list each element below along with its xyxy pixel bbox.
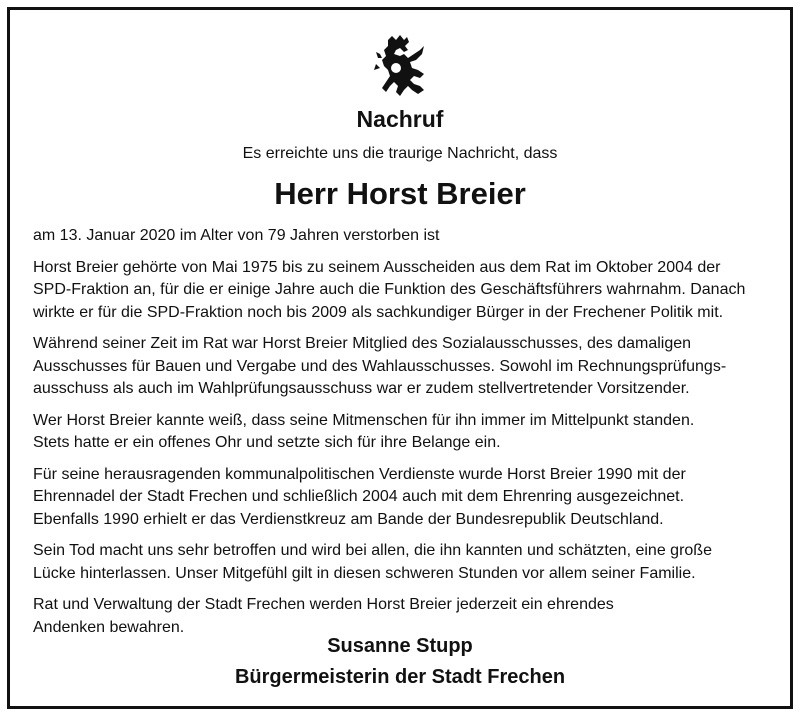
text-line: Andenken bewahren. (33, 618, 185, 636)
text-line: Ebenfalls 1990 erhielt er das Verdienstkreuz am Bande der Bundesrepublik Deutschland. (33, 510, 664, 528)
text-line: Stets hatte er ein offenes Ohr und setzte sich für ihre Belange ein. (33, 434, 501, 451)
text-line: Für seine herausragenden kommunalpolitischen Verdienste wurde Horst Breier 1990 mit der (33, 465, 686, 483)
text-line: wirkte er für die SPD-Fraktion noch bis 2009 als sachkundiger Bürger in der Frechener Politik mit. (33, 303, 724, 321)
announcement-intro: Es erreichte uns die traurige Nachricht, dass (242, 145, 558, 162)
lion-coat-of-arms-icon (374, 34, 430, 98)
text-line: Lücke hinterlassen. Unser Mitgefühl gilt in diesen schweren Stunden vor allem seiner Familie. (33, 564, 696, 582)
page-title: Nachruf (356, 106, 444, 132)
obituary-frame (7, 7, 793, 709)
text-line: Horst Breier gehörte von Mai 1975 bis zu seinem Ausscheiden aus dem Rat im Oktober 2004 der (33, 258, 721, 276)
text-line: Ehrennadel der Stadt Frechen und schließlich 2004 auch mit dem Ehrenring ausgezeichnet. (33, 488, 685, 505)
signatory-role: Bürgermeisterin der Stadt Frechen (234, 666, 566, 688)
deceased-name: Herr Horst Breier (274, 176, 526, 211)
text-line: Während seiner Zeit im Rat war Horst Breier Mitglied des Sozialausschusses, des damaligen (33, 335, 692, 352)
obituary-body (33, 225, 773, 648)
paragraph-condolences (33, 540, 773, 585)
paragraph-character (33, 410, 773, 455)
paragraph-honors (33, 464, 773, 532)
paragraph-committees (33, 333, 773, 401)
paragraph-remembrance (33, 594, 773, 639)
text-line: Sein Tod macht uns sehr betroffen und wird bei allen, die ihn kannten und schätzten, eine große (33, 542, 712, 559)
text-line: ausschuss als auch im Wahlprüfungsausschuss war er zudem stellvertretender Vorsitzender. (33, 380, 690, 397)
paragraph-death-date (33, 225, 773, 248)
text-line: SPD-Fraktion an, für die er einige Jahre auch die Funktion des Geschäftsführers wahrnahm. Danach (33, 281, 746, 298)
signatory-name: Susanne Stupp (327, 635, 473, 657)
text-line: Ausschusses für Bauen und Vergabe und des Wahlausschusses. Sowohl im Rechnungsprüfungs- (33, 357, 727, 375)
text-line: am 13. Januar 2020 im Alter von 79 Jahren verstorben ist (33, 227, 440, 244)
paragraph-career (33, 257, 773, 325)
text-line: Rat und Verwaltung der Stadt Frechen werden Horst Breier jederzeit ein ehrendes (33, 596, 614, 613)
text-line: Wer Horst Breier kannte weiß, dass seine Mitmenschen für ihn immer im Mittelpunkt standen. (33, 411, 695, 429)
obituary-content (10, 10, 790, 706)
